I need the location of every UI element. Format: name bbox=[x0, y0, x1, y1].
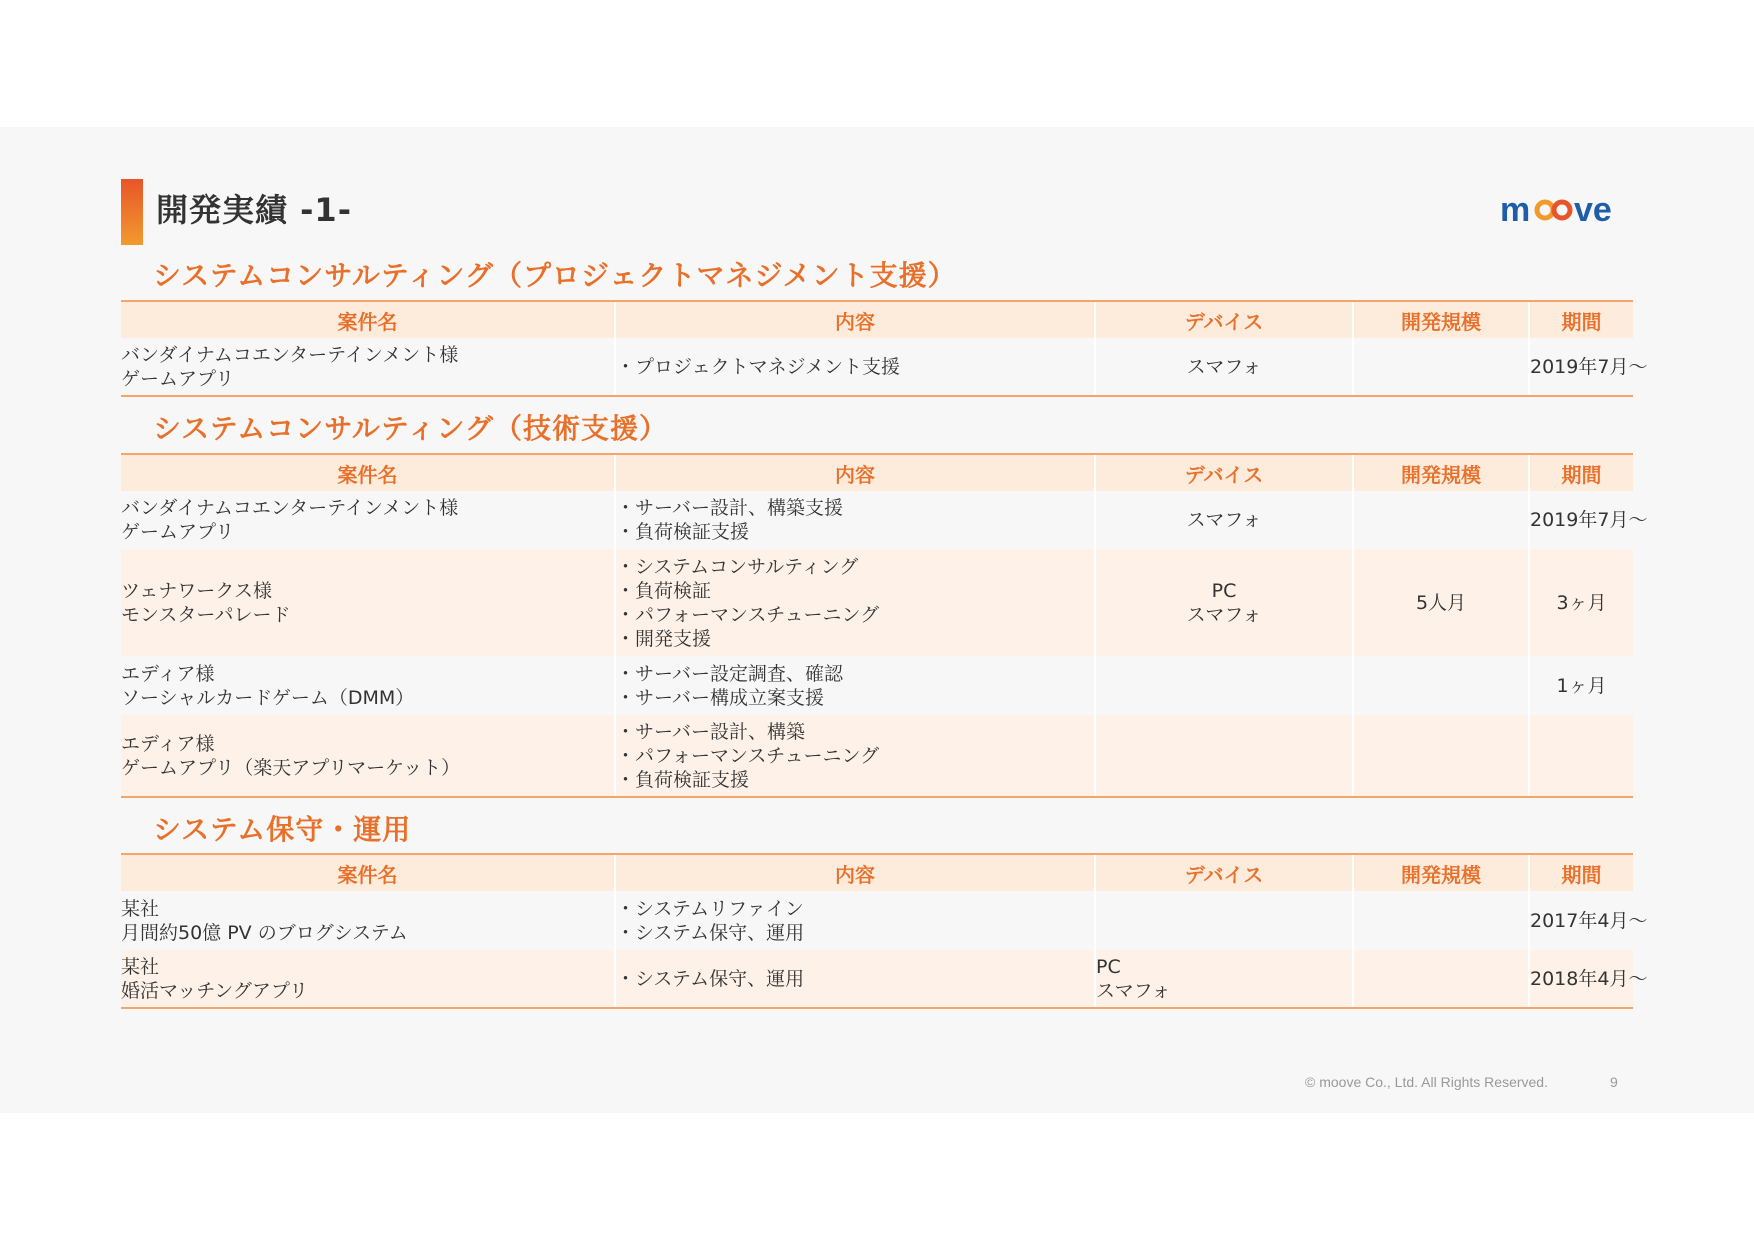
cell-text: 某社 bbox=[121, 955, 160, 978]
cell-text: 5人月 bbox=[1415, 591, 1467, 614]
cell-text: バンダイナムコエンターテインメント様 bbox=[121, 497, 459, 519]
cell-text: PC bbox=[1211, 579, 1237, 602]
cell-text: ・開発支援 bbox=[616, 627, 712, 650]
cell-text: 某社 bbox=[121, 897, 160, 920]
header-scale: 開発規模 bbox=[1353, 301, 1529, 338]
cell-device bbox=[1095, 950, 1353, 1008]
cell-period bbox=[1529, 338, 1648, 396]
cell-name bbox=[121, 549, 615, 656]
cell-device bbox=[1095, 656, 1353, 715]
cell-scale bbox=[1353, 950, 1529, 1008]
header-device: デバイス bbox=[1095, 454, 1353, 491]
header-period: 期間 bbox=[1529, 454, 1633, 491]
cell-content bbox=[615, 491, 1095, 549]
moove-logo bbox=[1500, 190, 1636, 230]
cell-text: スマフォ bbox=[1186, 509, 1262, 531]
cell-text: ゲームアプリ bbox=[121, 521, 235, 543]
cell-text: 2018年4月～ bbox=[1530, 967, 1648, 990]
cell-name bbox=[121, 715, 615, 797]
cell-text: 2017年4月～ bbox=[1530, 909, 1648, 932]
table-row bbox=[121, 549, 1633, 656]
section-title-maintenance: システム保守・運用 bbox=[153, 813, 412, 846]
cell-text: ・プロジェクトマネジメント支援 bbox=[616, 355, 901, 378]
cell-text: ・負荷検証 bbox=[616, 579, 712, 602]
cell-text: ・負荷検証支援 bbox=[616, 521, 750, 543]
cell-name bbox=[121, 338, 615, 396]
cell-period bbox=[1529, 549, 1633, 656]
header-period: 期間 bbox=[1529, 854, 1633, 891]
cell-name bbox=[121, 656, 615, 715]
section-title-pm-support: システムコンサルティング（プロジェクトマネジメント支援） bbox=[153, 259, 957, 292]
cell-device bbox=[1095, 491, 1353, 549]
section-title-tech-support: システムコンサルティング（技術支援） bbox=[153, 412, 669, 445]
table-maintenance bbox=[121, 853, 1648, 1009]
table-row bbox=[121, 491, 1633, 549]
cell-scale bbox=[1353, 891, 1529, 950]
table-row bbox=[121, 715, 1633, 797]
cell-scale bbox=[1353, 715, 1529, 797]
cell-text: エディア様 bbox=[121, 662, 215, 685]
cell-text: ゲームアプリ（楽天アプリマーケット） bbox=[121, 756, 461, 779]
header-name: 案件名 bbox=[121, 301, 615, 338]
header-content: 内容 bbox=[615, 301, 1095, 338]
page-title: 開発実績 -1- bbox=[156, 191, 352, 229]
page-number: 9 bbox=[1610, 1074, 1618, 1090]
cell-text: ソーシャルカードゲーム（DMM） bbox=[121, 686, 415, 709]
cell-name bbox=[121, 891, 615, 950]
cell-text: ・負荷検証支援 bbox=[616, 768, 750, 791]
cell-device bbox=[1095, 549, 1353, 656]
cell-content bbox=[615, 950, 1095, 1008]
cell-scale bbox=[1353, 549, 1529, 656]
header-content: 内容 bbox=[615, 454, 1095, 491]
cell-text: ・システムリファイン bbox=[616, 897, 804, 920]
header-scale: 開発規模 bbox=[1353, 454, 1529, 491]
svg-text:m: m bbox=[1500, 191, 1531, 229]
table-row bbox=[121, 656, 1633, 715]
cell-text: モンスターパレード bbox=[121, 603, 291, 626]
cell-text: ・サーバー設計、構築支援 bbox=[616, 497, 844, 519]
header-name: 案件名 bbox=[121, 854, 615, 891]
table-row bbox=[121, 338, 1633, 396]
header-name: 案件名 bbox=[121, 454, 615, 491]
cell-text: ・サーバー設定調査、確認 bbox=[616, 662, 844, 685]
cell-scale bbox=[1353, 656, 1529, 715]
table-tech-support bbox=[121, 453, 1648, 798]
header-device: デバイス bbox=[1095, 301, 1353, 338]
cell-period bbox=[1529, 491, 1648, 549]
cell-period bbox=[1529, 950, 1648, 1008]
cell-text: ・サーバー設計、構築 bbox=[616, 720, 806, 743]
cell-device bbox=[1095, 715, 1353, 797]
cell-device bbox=[1095, 891, 1353, 950]
cell-text: ツェナワークス様 bbox=[121, 579, 273, 602]
cell-text: 婚活マッチングアプリ bbox=[121, 979, 309, 1002]
cell-content bbox=[615, 715, 1095, 797]
cell-text: 2019年7月～ bbox=[1530, 355, 1648, 378]
cell-content bbox=[615, 656, 1095, 715]
cell-text: エディア様 bbox=[121, 732, 215, 755]
cell-text: ・パフォーマンスチューニング bbox=[616, 603, 880, 626]
cell-text: 月間約50億 PV のブログシステム bbox=[121, 921, 408, 944]
svg-text:ve: ve bbox=[1574, 191, 1612, 229]
cell-device bbox=[1095, 338, 1353, 396]
cell-scale bbox=[1353, 338, 1529, 396]
header-period: 期間 bbox=[1529, 301, 1633, 338]
cell-text: スマフォ bbox=[1186, 603, 1262, 626]
cell-name bbox=[121, 950, 615, 1008]
cell-period bbox=[1529, 715, 1633, 797]
copyright-footer: © moove Co., Ltd. All Rights Reserved. bbox=[1305, 1074, 1548, 1090]
cell-text: ・システムコンサルティング bbox=[616, 555, 859, 578]
header-scale: 開発規模 bbox=[1353, 854, 1529, 891]
cell-content bbox=[615, 338, 1095, 396]
cell-text: ・サーバー構成立案支援 bbox=[616, 686, 825, 709]
cell-scale bbox=[1353, 491, 1529, 549]
cell-period bbox=[1529, 656, 1633, 715]
cell-text: PC bbox=[1096, 955, 1121, 978]
title-accent-bar bbox=[121, 179, 143, 245]
table-row bbox=[121, 950, 1633, 1008]
cell-text: ・システム保守、運用 bbox=[616, 921, 805, 944]
table-row bbox=[121, 891, 1633, 950]
cell-text: 3ヶ月 bbox=[1556, 591, 1607, 614]
cell-content bbox=[615, 891, 1095, 950]
table-pm-support bbox=[121, 300, 1648, 397]
cell-content bbox=[615, 549, 1095, 656]
cell-text: スマフォ bbox=[1186, 355, 1262, 378]
header-device: デバイス bbox=[1095, 854, 1353, 891]
cell-text: ・システム保守、運用 bbox=[616, 967, 805, 990]
cell-text: 1ヶ月 bbox=[1556, 674, 1607, 697]
cell-text: ・パフォーマンスチューニング bbox=[616, 744, 880, 767]
cell-text: 2019年7月～ bbox=[1530, 509, 1648, 531]
cell-period bbox=[1529, 891, 1648, 950]
header-content: 内容 bbox=[615, 854, 1095, 891]
cell-text: バンダイナムコエンターテインメント様 bbox=[121, 343, 459, 366]
cell-text: スマフォ bbox=[1096, 979, 1171, 1002]
cell-name bbox=[121, 491, 615, 549]
cell-text: ゲームアプリ bbox=[121, 367, 235, 390]
